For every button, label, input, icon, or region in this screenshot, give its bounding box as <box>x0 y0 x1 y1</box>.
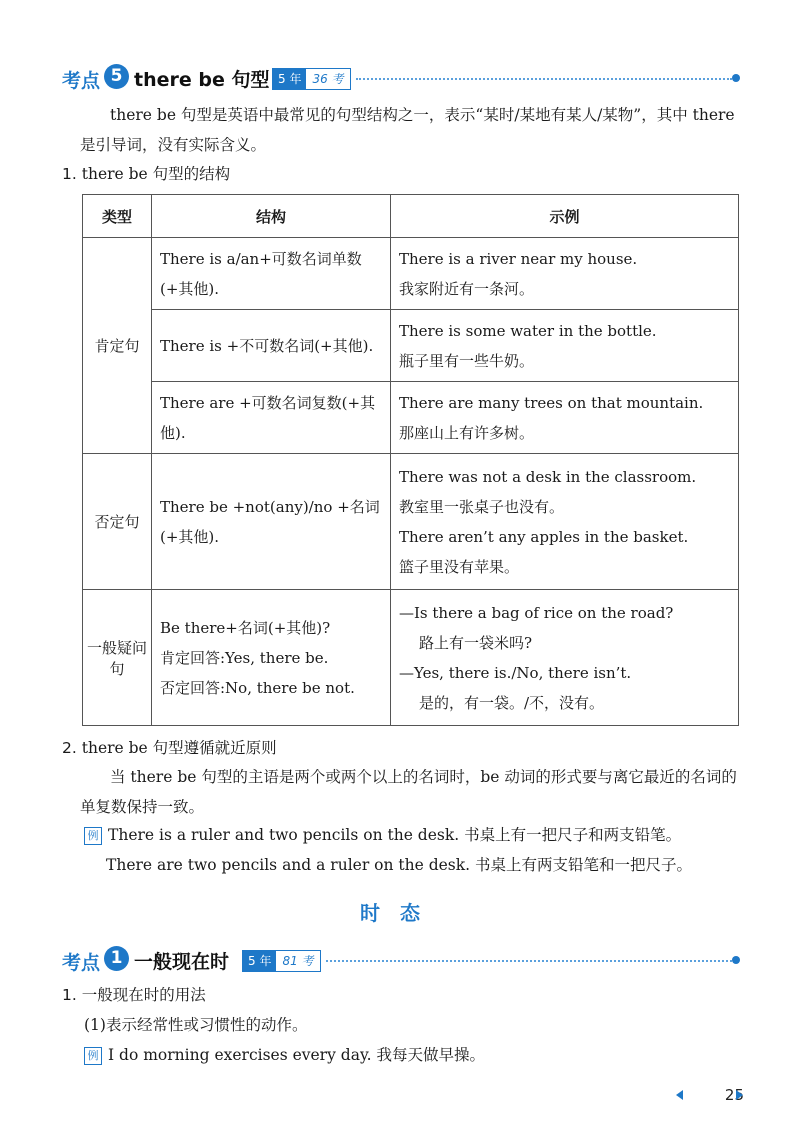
example-cell <box>391 382 739 454</box>
point-number: 2. <box>62 739 77 757</box>
point-2-heading <box>62 736 277 760</box>
example-mark-icon: 例 <box>84 827 102 845</box>
type-affirmative: 肯定句 <box>83 238 152 454</box>
type-negative: 否定句 <box>83 454 152 590</box>
example-mark-icon: 例 <box>84 1047 102 1065</box>
dotted-divider <box>356 78 732 80</box>
structure-line: 肯定回答:Yes, there be. <box>160 648 329 667</box>
point-1-heading <box>62 162 230 186</box>
divider-end-dot <box>732 74 740 82</box>
point-2-example-2 <box>106 853 692 877</box>
chapter-title: 时态 <box>360 901 440 925</box>
structure-line: 否定回答:No, there be not. <box>160 678 355 697</box>
next-page-icon[interactable] <box>736 1090 743 1100</box>
point-2-example-1 <box>84 823 681 847</box>
example-cn: 我家附近有一条河。 <box>399 279 535 298</box>
table-row <box>83 310 739 382</box>
section-label: 考点 <box>62 70 101 92</box>
intro-paragraph: there be 句型是英语中最常见的句型结构之一，表示“某时/某地有某人/某物”，其中 there 是引导词，没有实际含义。 <box>80 106 735 154</box>
example-en: There aren’t any apples in the basket. <box>399 527 689 546</box>
there-be-structure-table <box>82 194 739 726</box>
example-text: I do morning exercises every day. 我每天做早操。 <box>108 1046 485 1064</box>
example-line: —Is there a bag of rice on the road? <box>399 603 674 622</box>
example-cn: 那座山上有许多树。 <box>399 423 535 442</box>
example-cell <box>391 590 739 726</box>
previous-page-icon[interactable] <box>676 1090 683 1100</box>
point-text: 一般现在时的用法 <box>81 986 206 1004</box>
dotted-divider <box>326 960 732 962</box>
structure-cell: There is a/an+可数名词单数(+其他). <box>152 238 391 310</box>
example-line: —Yes, there is./No, there isn’t. <box>399 663 632 682</box>
example-en: There was not a desk in the classroom. <box>399 467 697 486</box>
table-row <box>83 454 739 590</box>
point-text: there be 句型遵循就近原则 <box>81 739 277 757</box>
example-cn: 篮子里没有苹果。 <box>399 557 520 576</box>
section-number-badge: 1 <box>104 946 129 971</box>
table-row <box>83 590 739 726</box>
structure-cell: There are +可数名词复数(+其他). <box>152 382 391 454</box>
table-row <box>83 238 739 310</box>
frequency-years: 5 年 <box>243 951 276 971</box>
example-cell <box>391 454 739 590</box>
section-header-present-simple <box>62 944 742 978</box>
point-2-body: 当 there be 句型的主语是两个或两个以上的名词时，be 动词的形式要与离它最近的名词的单复数保持一致。 <box>80 768 737 816</box>
point-text: there be 句型的结构 <box>81 165 231 183</box>
section-title: 一般现在时 <box>134 951 230 973</box>
header-type: 类型 <box>83 195 152 238</box>
table-row <box>83 382 739 454</box>
example-cell <box>391 310 739 382</box>
example-cn: 教室里一张桌子也没有。 <box>399 497 565 516</box>
frequency-badge <box>242 950 321 972</box>
example-line: 路上有一袋米吗? <box>419 633 533 652</box>
section-header-there-be <box>62 62 742 96</box>
frequency-count: 36 考 <box>312 72 344 86</box>
structure-line: Be there+名词(+其他)? <box>160 618 331 637</box>
example-en: There is some water in the bottle. <box>399 321 657 340</box>
frequency-badge <box>272 68 351 90</box>
example-line: 是的，有一袋。/不，没有。 <box>419 693 605 712</box>
section-number-badge: 5 <box>104 64 129 89</box>
frequency-count: 81 考 <box>282 954 314 968</box>
structure-cell: There is +不可数名词(+其他). <box>152 310 391 382</box>
example-cn: 瓶子里有一些牛奶。 <box>399 351 535 370</box>
example-en: There are many trees on that mountain. <box>399 393 704 412</box>
section-label: 考点 <box>62 952 101 974</box>
header-structure: 结构 <box>152 195 391 238</box>
structure-cell: There be +not(any)/no +名词(+其他). <box>152 454 391 590</box>
header-example: 示例 <box>391 195 739 238</box>
table-header-row <box>83 195 739 238</box>
example-text: There is a ruler and two pencils on the desk. 书桌上有一把尺子和两支铅笔。 <box>108 826 682 844</box>
structure-cell <box>152 590 391 726</box>
page-number: 25 <box>724 1086 744 1104</box>
frequency-years: 5 年 <box>273 69 306 89</box>
example-en: There is a river near my house. <box>399 249 638 268</box>
divider-end-dot <box>732 956 740 964</box>
example-text: There are two pencils and a ruler on the desk. 书桌上有两支铅笔和一把尺子。 <box>106 856 693 874</box>
example-cell <box>391 238 739 310</box>
tense-usage-1: (1)表示经常性或习惯性的动作。 <box>84 1016 308 1034</box>
type-question: 一般疑问句 <box>83 590 152 726</box>
section-title: there be 句型 <box>134 69 270 91</box>
tense-point-1-heading <box>62 983 206 1007</box>
point-number: 1. <box>62 986 77 1004</box>
tense-example <box>84 1043 485 1067</box>
point-number: 1. <box>62 165 77 183</box>
